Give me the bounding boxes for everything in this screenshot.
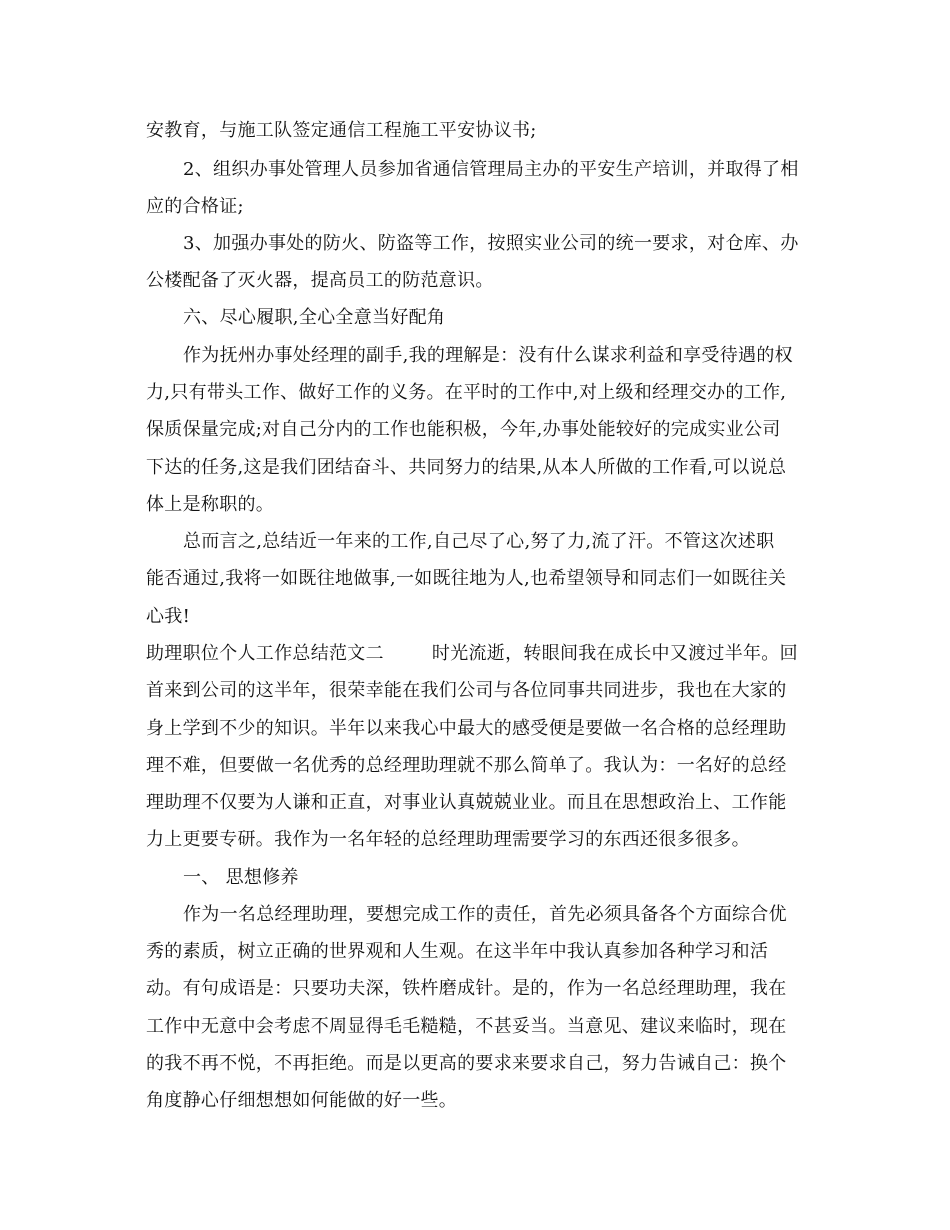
text-line: 时光流逝，转眼间我在成长中又渡过半年。回 — [431, 643, 798, 664]
text-line: 作为一名总经理助理，要想完成工作的责任，首先必须具备各个方面综合优 — [183, 904, 787, 925]
text-line: 动。有句成语是：只要功夫深，铁杵磨成针。是的，作为一名总经理助理，我在 — [146, 978, 787, 999]
article-title: 助理职位个人工作总结范文二 — [146, 643, 384, 664]
text-line: 心我! — [146, 606, 191, 627]
section-heading: 六、尽心履职,全心全意当好配角 — [183, 307, 446, 328]
text-line: 身上学到不少的知识。半年以来我心中最大的感受便是要做一名合格的总经理助 — [146, 718, 787, 739]
text-line: 首来到公司的这半年，很荣幸能在我们公司与各位同事共同进步，我也在大家的 — [146, 680, 787, 701]
text-line: 保质保量完成;对自己分内的工作也能积极，今年,办事处能较好的完成实业公司 — [146, 419, 781, 440]
text-line: 的我不再不悦，不再拒绝。而是以更高的要求来要求自己，努力告诫自己：换个 — [146, 1053, 787, 1074]
text-line: 角度静心仔细想想如何能做的好一些。 — [146, 1090, 458, 1111]
text-line: 2、组织办事处管理人员参加省通信管理局主办的平安生产培训，并取得了相 — [183, 159, 799, 180]
text-line: 下达的任务,这是我们团结奋斗、共同努力的结果,从本人所做的工作看,可以说总 — [146, 457, 787, 478]
text-line: 力上更要专研。我作为一名年轻的总经理助理需要学习的东西还很多很多。 — [146, 829, 750, 850]
text-line: 应的合格证; — [146, 196, 244, 217]
text-line: 公楼配备了灭火器，提高员工的防范意识。 — [146, 270, 494, 291]
text-line: 能否通过,我将一如既往地做事,一如既往地为人,也希望领导和同志们一如既往关 — [146, 568, 787, 589]
text-line: 理助理不仅要为人谦和正直，对事业认真兢兢业业。而且在思想政治上、工作能 — [146, 792, 787, 813]
text-line: 理不难，但要做一名优秀的总经理助理就不那么简单了。我认为：一名好的总经 — [146, 755, 787, 776]
text-line: 力,只有带头工作、做好工作的义务。在平时的工作中,对上级和经理交办的工作, — [146, 382, 787, 403]
text-line: 总而言之,总结近一年来的工作,自己尽了心,努了力,流了汗。不管这次述职 — [183, 531, 775, 552]
text-line: 体上是称职的。 — [146, 494, 275, 515]
text-line: 作为抚州办事处经理的副手,我的理解是：没有什么谋求利益和享受待遇的权 — [183, 345, 793, 366]
section-heading: 一、 思想修养 — [183, 867, 299, 888]
text-line: 3、加强办事处的防火、防盗等工作，按照实业公司的统一要求，对仓库、办 — [183, 233, 799, 254]
title-and-text-line — [146, 642, 798, 666]
text-line: 工作中无意中会考虑不周显得毛毛糙糙，不甚妥当。当意见、建议来临时，现在 — [146, 1016, 787, 1037]
text-line: 安教育，与施工队签定通信工程施工平安协议书; — [146, 120, 537, 141]
text-line: 秀的素质，树立正确的世界观和人生观。在这半年中我认真参加各种学习和活 — [146, 941, 769, 962]
